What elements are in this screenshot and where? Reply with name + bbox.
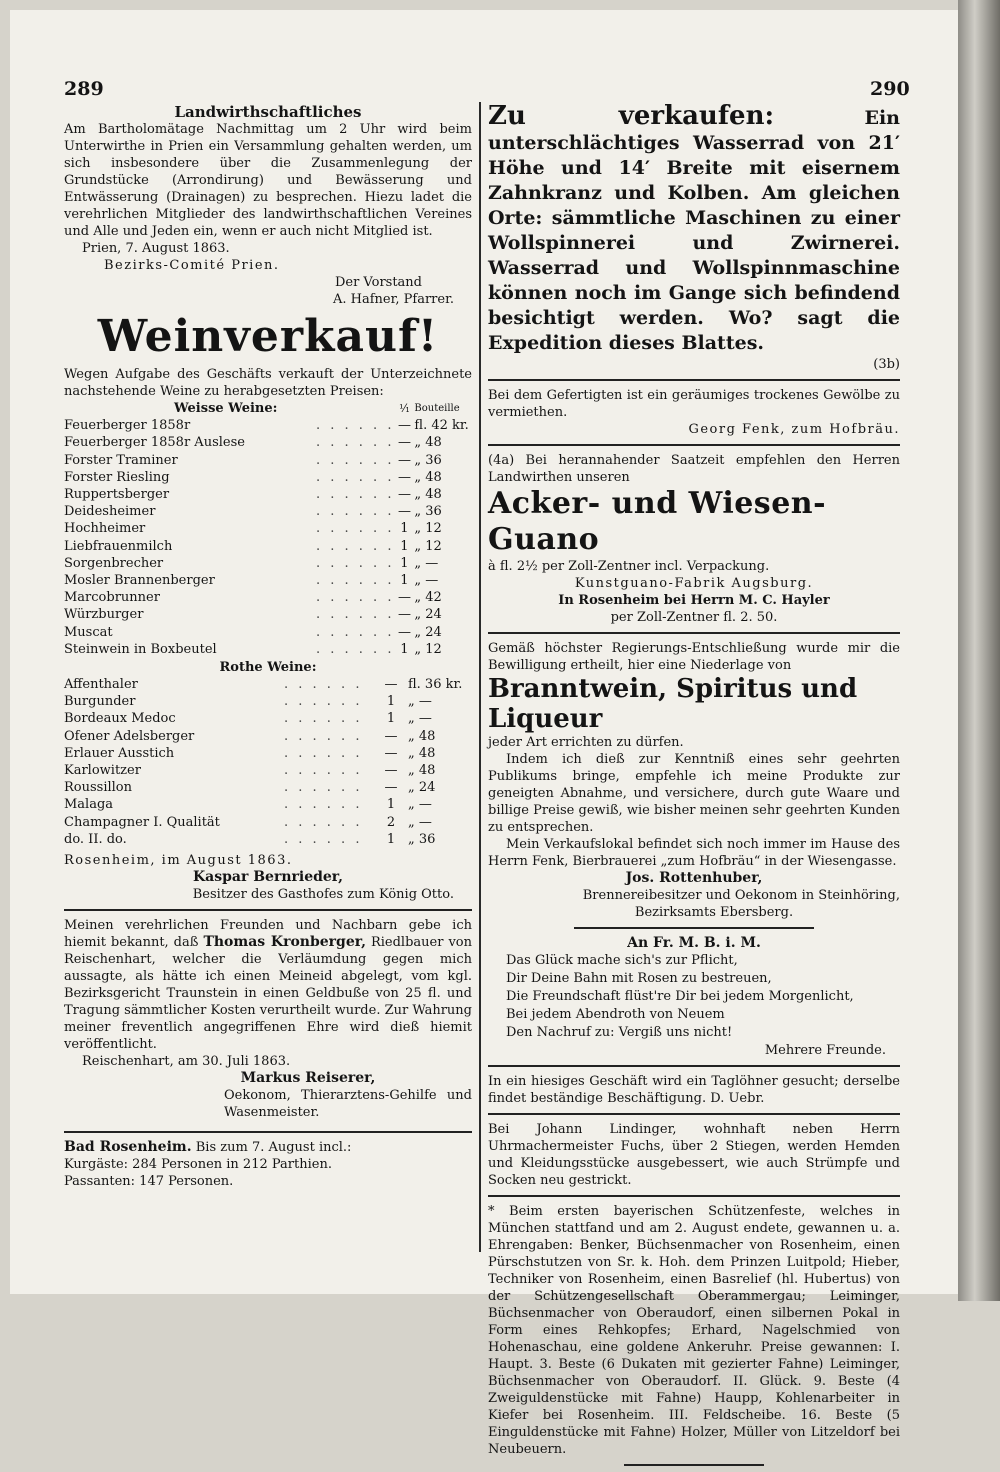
poem-line: Dir Deine Bahn mit Rosen zu bestreuen,	[506, 971, 772, 986]
leader-dots: . . . . . .	[316, 469, 395, 485]
shooting-festival-report: * Beim ersten bayerischen Schützenfeste, welches in München stattfand und am 2. August endete, gewannen u. a. Ehrengaben: Benker, Büchsenmacher von Rosenheim, einen Pürschstutzen von Sr. k. Hoh. dem Prinzen Luitpold; Hieber, Techniker von Rosenheim, einen Basrelief (hl. Hubertus) von der Schützengesellschaft Oberammergau; Leiminger, Büchsenmacher von Oberaudorf, einen silbernen Pokal in Form eines Rehkopfes; Erhard, Nagelschmied von Hohenaschau, eine goldene Ankeruhr. Preise gewannen: I. Haupt. 3. Beste (6 Dukaten mit gezierter Fahne) Leiminger, Büchsenmacher von Oberaudorf. II. Glück. 9. Beste (4 Zweiguldenstücke mit Fahne) Haupp, Kohlenarbeiter in Kiefer bei Rosenheim. III. Feldscheibe. 16. Beste (5 Einguldenstücke mit Fahne) Holzer, Müller von Litzeldorf bei Neubeuern.	[488, 1204, 900, 1457]
wine-price: „ —	[414, 555, 439, 571]
wine-price: „ 12	[414, 521, 442, 537]
wine-price: „ 36	[408, 831, 436, 847]
vault-notice: Bei dem Gefertigten ist ein geräumiges trockenes Gewölbe zu vermiethen.	[488, 388, 900, 420]
wine-price: „ 24	[408, 780, 436, 796]
wine-name: Steinwein in Boxbeutel	[64, 641, 217, 657]
wine-price: „ 42	[414, 590, 442, 606]
white-wine-row	[64, 606, 472, 623]
leader-dots: . . . . . .	[284, 780, 363, 796]
wine-quantity: —	[397, 624, 411, 640]
kronberger-notice: Meinen verehrlichen Freunden und Nachbarn gebe ich hiemit bekannt, daß Thomas Kronberger, Riedlbauer von Reischenhart, welcher die Verläumdung gegen mich aussagte, als hätte ich einen Meineid abgelegt, vom kgl. Bezirksgericht Traunstein in einen Geldbuße von 25 fl. und Tragung sämmtlicher Kosten verurtheilt wurde. Zur Wahrung meiner freventlich angegriffenen Ehre wird dieß hiemit veröffentlicht.	[64, 918, 472, 1053]
wine-name: Forster Traminer	[64, 452, 178, 468]
white-wine-row	[64, 641, 472, 658]
wine-name: Liebfrauenmilch	[64, 538, 173, 554]
white-wine-header: Weisse Weine:	[174, 401, 278, 416]
leader-dots: . . . . . .	[316, 538, 395, 554]
kronberger-signer-role: Oekonom, Thierarztens-Gehilfe und Wasenmeister.	[224, 1088, 472, 1121]
wine-price: „ 12	[414, 641, 442, 657]
wine-price: „ 48	[408, 728, 436, 744]
leader-dots: . . . . . .	[316, 452, 395, 468]
sale-heading: Zu verkaufen:	[488, 101, 775, 131]
leader-dots: . . . . . .	[284, 728, 363, 744]
liquor-intro: Gemäß höchster Regierungs-Entschließung wurde mir die Bewilligung ertheilt, hier eine Niederlage von	[488, 641, 900, 673]
sale-notice	[488, 101, 900, 356]
liquor-signer: Jos. Rottenhuber,	[625, 870, 763, 886]
kronberger-name: Thomas Kronberger,	[203, 934, 366, 951]
separator-rule	[488, 1195, 900, 1197]
wine-price: „ 24	[414, 607, 442, 623]
red-wine-row	[64, 814, 472, 831]
red-wine-row	[64, 728, 472, 745]
bad-rosenheim-guests: Kurgäste: 284 Personen in 212 Parthien.	[64, 1157, 332, 1173]
wine-name: Deidesheimer	[64, 504, 156, 520]
white-wine-row	[64, 452, 472, 469]
leader-dots: . . . . . .	[316, 624, 395, 640]
wine-quantity: —	[397, 469, 411, 485]
wine-quantity: —	[397, 487, 411, 503]
leader-dots: . . . . . .	[284, 797, 363, 813]
red-wine-table	[64, 676, 472, 848]
agri-body: Am Bartholomätage Nachmittag um 2 Uhr wird beim Unterwirthe in Prien ein Versammlung gehalten werden, um sich insbesondere über die Zusammenlegung der Grundstücke (Arrondirung) und Bewässerung und Entwässerung (Drainagen) zu besprechen. Hiezu ladet die verehrlichen Mitglieder des landwirthschaftlichen Vereines und Alle und Jeden ein, wenn er auch nicht Mitglied ist.	[64, 122, 472, 239]
wine-quantity: —	[397, 607, 411, 623]
agri-board: Der Vorstand	[334, 275, 422, 290]
page-number-right: 290	[870, 78, 910, 100]
white-wine-row	[64, 572, 472, 589]
red-wine-header: Rothe Weine:	[219, 660, 317, 676]
wine-quantity: 1	[386, 797, 396, 813]
tailor-notice: Bei Johann Lindinger, wohnhaft neben Herrn Uhrmachermeister Fuchs, über 2 Stiegen, werden Hemden und Kleidungsstücke ausgebessert, wie auch Strümpfe und Socken neu gestrickt.	[488, 1122, 900, 1188]
wine-name: Ofener Adelsberger	[64, 728, 195, 744]
liquor-signer-role: Brennereibesitzer und Oekonom in Steinhöring,	[582, 888, 900, 903]
wine-quantity: 1	[400, 538, 409, 554]
wine-name: do. II. do.	[64, 831, 127, 847]
leader-dots: . . . . . .	[284, 831, 363, 847]
white-wine-row	[64, 538, 472, 555]
red-wine-row	[64, 831, 472, 848]
white-wine-row	[64, 624, 472, 641]
leader-dots: . . . . . .	[284, 745, 363, 761]
wine-price: „ —	[408, 814, 432, 830]
kronberger-date: Reischenhart, am 30. Juli 1863.	[82, 1054, 291, 1070]
wine-quantity: —	[397, 590, 411, 606]
poem-line: Die Freundschaft flüst're Dir bei jedem Morgenlicht,	[506, 989, 854, 1004]
wine-name: Ruppertsberger	[64, 487, 170, 503]
sale-body: Ein unterschlächtiges Wasserrad von 21′ Höhe und 14′ Breite mit eisernem Zahnkranz und Kolben. Am gleichen Orte: sämmtliche Maschinen zu einer Wollspinnerei und Zwirnerei. Wasserrad und Wollspinnmaschine können noch im Gange sich befindend besichtigt werden. Wo? sagt die Expedition dieses Blattes.	[488, 107, 900, 354]
separator-rule	[488, 444, 900, 446]
white-wine-row	[64, 503, 472, 520]
poem-body	[488, 952, 900, 1042]
wine-quantity: 1	[386, 831, 396, 847]
wine-quantity: 1	[400, 555, 409, 571]
wine-quantity: —	[384, 745, 398, 761]
guano-title: Acker- und Wiesen-Guano	[488, 486, 827, 557]
bad-rosenheim-title: Bad Rosenheim.	[64, 1139, 192, 1156]
leader-dots: . . . . . .	[316, 504, 395, 520]
wine-name: Mosler Brannenberger	[64, 573, 215, 589]
wine-quantity: 1	[400, 521, 409, 537]
leader-dots: . . . . . .	[284, 694, 363, 710]
wine-name: Feuerberger 1858r Auslese	[64, 435, 245, 451]
wine-price: „ 48	[408, 745, 436, 761]
wine-name: Feuerberger 1858r	[64, 418, 191, 434]
job-notice: In ein hiesiges Geschäft wird ein Taglöhner gesucht; derselbe findet beständige Beschäftigung. D. Uebr.	[488, 1074, 900, 1106]
wine-quantity: 1	[386, 694, 396, 710]
short-rule	[574, 927, 814, 929]
leader-dots: . . . . . .	[316, 590, 395, 606]
red-wine-row	[64, 796, 472, 813]
vault-signature: Georg Fenk, zum Hofbräu.	[688, 422, 900, 437]
red-wine-row	[64, 745, 472, 762]
leader-dots: . . . . . .	[316, 435, 395, 451]
liquor-title: Branntwein, Spiritus und Liqueur	[488, 674, 858, 734]
wine-price: „ 48	[414, 435, 442, 451]
leader-dots: . . . . . .	[284, 763, 363, 779]
guano-agent: In Rosenheim bei Herrn M. C. Hayler	[558, 593, 830, 608]
leader-dots: . . . . . .	[316, 573, 395, 589]
guano-price: à fl. 2½ per Zoll-Zentner incl. Verpackung.	[488, 559, 770, 574]
wine-name: Forster Riesling	[64, 469, 170, 485]
wine-name: Erlauer Ausstich	[64, 745, 175, 761]
wine-quantity: —	[397, 435, 411, 451]
separator-rule	[64, 909, 472, 911]
end-rule	[624, 1464, 764, 1466]
wine-quantity: 1	[386, 711, 396, 727]
leader-dots: . . . . . .	[316, 418, 395, 434]
guano-agent-price: per Zoll-Zentner fl. 2. 50.	[610, 610, 778, 625]
white-wine-row	[64, 589, 472, 606]
liquor-body-3: Mein Verkaufslokal befindet sich noch immer im Hause des Herrn Fenk, Bierbrauerei „zum Hofbräu“ in der Wiesengasse.	[488, 837, 900, 869]
column-divider	[479, 102, 481, 1252]
wine-price: „ —	[408, 797, 432, 813]
bad-rosenheim-passers: Passanten: 147 Personen.	[64, 1174, 234, 1190]
leader-dots: . . . . . .	[284, 814, 363, 830]
wine-name: Roussillon	[64, 780, 133, 796]
white-wine-header-row	[64, 400, 472, 417]
separator-rule	[488, 379, 900, 381]
red-wine-row	[64, 762, 472, 779]
poem-title: An Fr. M. B. i. M.	[627, 935, 761, 951]
poem-line: Bei jedem Abendroth von Neuem	[506, 1007, 725, 1022]
left-column	[64, 104, 472, 1190]
col-fraction-label: ¹⁄₁	[399, 402, 410, 415]
wine-price: „ 48	[414, 469, 442, 485]
wine-price: „ 12	[414, 538, 442, 554]
liquor-body-1: jeder Art errichten zu dürfen.	[488, 735, 684, 750]
leader-dots: . . . . . .	[316, 641, 395, 657]
white-wine-table	[64, 400, 472, 658]
wine-price: „ —	[414, 573, 439, 589]
book-spine	[958, 0, 1000, 1301]
liquor-body-2: Indem ich dieß zur Kenntniß eines sehr geehrten Publikums bringe, empfehle ich meine Produkte zur geneigten Abnahme, und versichere, durch gute Waare und billige Preise gewiß, wie bisher meinen sehr geehrten Kunden zu entsprechen.	[488, 752, 900, 835]
wine-quantity: —	[384, 763, 398, 779]
wine-quantity: —	[384, 728, 398, 744]
page-number-left: 289	[64, 78, 104, 100]
white-wine-row	[64, 469, 472, 486]
wine-sale-intro: Wegen Aufgabe des Geschäfts verkauft der Unterzeichnete nachstehende Weine zu herabgesetzten Preisen:	[64, 367, 472, 399]
wine-name: Affenthaler	[64, 677, 138, 693]
separator-rule	[64, 1131, 472, 1133]
poem-line: Den Nachruf zu: Vergiß uns nicht!	[506, 1025, 733, 1040]
separator-rule	[488, 1065, 900, 1067]
wine-price: „ 48	[408, 763, 436, 779]
wine-price: „ 24	[414, 624, 442, 640]
wine-price: „ 36	[414, 452, 442, 468]
red-wine-row	[64, 710, 472, 727]
wine-name: Malaga	[64, 797, 114, 813]
bad-rosenheim-notice: Bad Rosenheim. Bis zum 7. August incl.:	[64, 1139, 352, 1156]
wine-name: Hochheimer	[64, 521, 146, 537]
wine-price: „ 48	[414, 487, 442, 503]
red-wine-row	[64, 779, 472, 796]
leader-dots: . . . . . .	[316, 555, 395, 571]
guano-company: Kunstguano-Fabrik Augsburg.	[574, 576, 814, 591]
wine-quantity: 2	[386, 814, 396, 830]
separator-rule	[488, 632, 900, 634]
wine-name: Bordeaux Medoc	[64, 711, 176, 727]
white-wine-row	[64, 520, 472, 537]
wine-name: Champagner I. Qualität	[64, 814, 220, 830]
agri-committee: Bezirks-Comité Prien.	[104, 258, 280, 273]
wine-price: fl. 36 kr.	[408, 677, 463, 693]
wine-sale-title: Weinverkauf!	[97, 311, 439, 362]
liquor-signer-place: Bezirksamts Ebersberg.	[634, 905, 794, 920]
separator-rule	[488, 1113, 900, 1115]
wine-price: „ —	[408, 694, 432, 710]
red-wine-row	[64, 676, 472, 693]
white-wine-row	[64, 417, 472, 434]
white-wine-row	[64, 434, 472, 451]
leader-dots: . . . . . .	[284, 677, 363, 693]
sale-code: (3b)	[873, 357, 900, 372]
wine-name: Karlowitzer	[64, 763, 141, 779]
wine-sale-signer-role: Besitzer des Gasthofes zum König Otto.	[192, 887, 454, 903]
leader-dots: . . . . . .	[316, 521, 395, 537]
agri-signature: A. Hafner, Pfarrer.	[332, 292, 454, 307]
wine-quantity: —	[384, 780, 398, 796]
right-column	[488, 101, 900, 1472]
wine-quantity: —	[397, 452, 411, 468]
poem-signature: Mehrere Freunde.	[764, 1043, 886, 1058]
wine-name: Muscat	[64, 624, 113, 640]
guano-intro: (4a) Bei herannahender Saatzeit empfehlen den Herren Landwirthen unseren	[488, 453, 900, 485]
wine-name: Marcobrunner	[64, 590, 160, 606]
wine-name: Würzburger	[64, 607, 144, 623]
wine-quantity: —	[384, 677, 398, 693]
wine-quantity: 1	[400, 573, 409, 589]
wine-quantity: —	[397, 504, 411, 520]
wine-price: fl. 42 kr.	[414, 418, 469, 434]
white-wine-row	[64, 555, 472, 572]
wine-name: Burgunder	[64, 694, 136, 710]
wine-sale-date: Rosenheim, im August 1863.	[64, 853, 293, 869]
agri-date: Prien, 7. August 1863.	[82, 241, 230, 256]
red-wine-row	[64, 693, 472, 710]
leader-dots: . . . . . .	[284, 711, 363, 727]
leader-dots: . . . . . .	[316, 607, 395, 623]
leader-dots: . . . . . .	[316, 487, 395, 503]
col-bottle-label: Bouteille	[414, 403, 460, 414]
kronberger-signer: Markus Reiserer,	[240, 1070, 376, 1087]
wine-price: „ 36	[414, 504, 442, 520]
wine-sale-signer: Kaspar Bernrieder,	[192, 869, 344, 886]
wine-quantity: —	[397, 418, 411, 434]
poem-line: Das Glück mache sich's zur Pflicht,	[506, 953, 738, 968]
wine-price: „ —	[408, 711, 432, 727]
agri-title: Landwirthschaftliches	[174, 103, 362, 121]
wine-quantity: 1	[400, 641, 409, 657]
white-wine-row	[64, 486, 472, 503]
wine-name: Sorgenbrecher	[64, 555, 164, 571]
